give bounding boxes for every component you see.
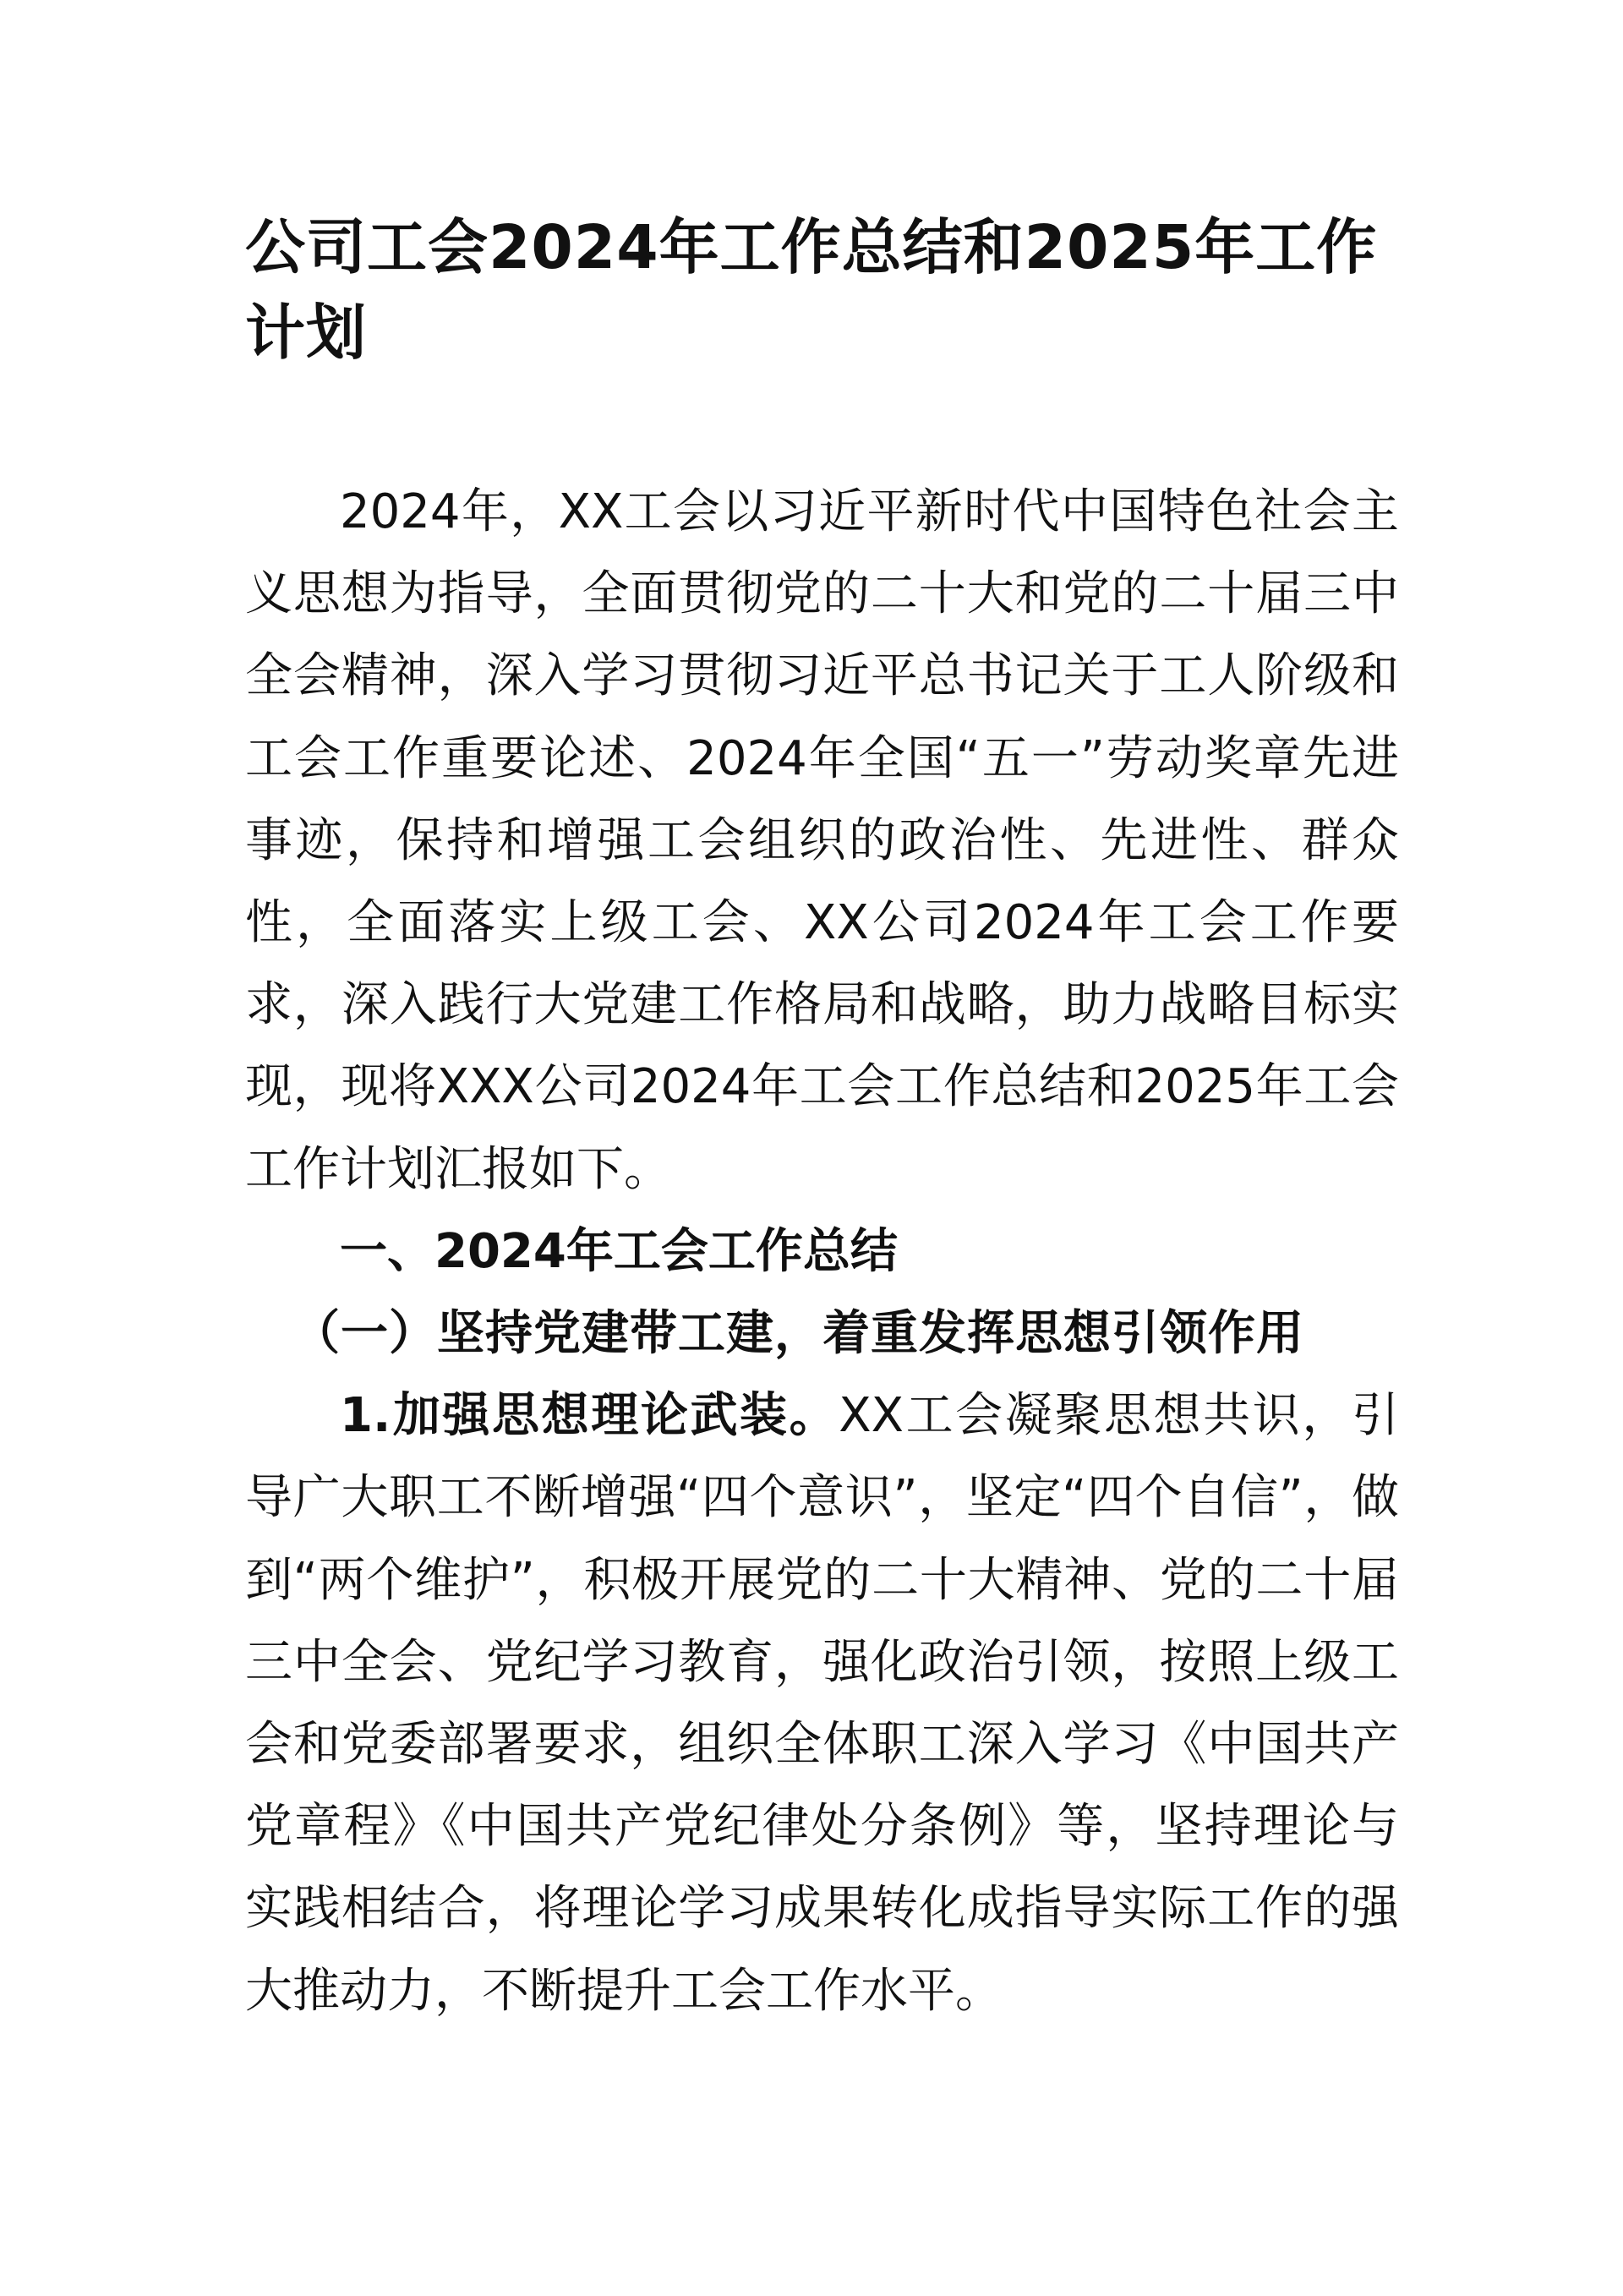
item-paragraph	[245, 1375, 1399, 2032]
document-body	[245, 471, 1399, 2032]
item-text: XX工会凝聚思想共识，引导广大职工不断增强“四个意识”，坚定“四个自信”，做到“两个维护”，积极开展党的二十大精神、党的二十届三中全会、党纪学习教育，强化政治引领，按照上级工会和党委部署要求，组织全体职工深入学习《中国共产党章程》《中国共产党纪律处分条例》等，坚持理论与实践相结合，将理论学习成果转化成指导实际工作的强大推动力，不断提升工会工作水平。	[245, 1388, 1399, 2019]
item-lead: 1.加强思想理论武装。	[340, 1388, 839, 1444]
subsection-heading: （一）坚持党建带工建，着重发挥思想引领作用	[292, 1306, 1304, 1362]
document-title: 公司工会2024年工作总结和2025年工作计划	[245, 212, 1378, 368]
section-heading: 一、2024年工会工作总结	[340, 1223, 898, 1279]
intro-paragraph: 2024年，XX工会以习近平新时代中国特色社会主义思想为指导，全面贯彻党的二十大和党的二十届三中全会精神，深入学习贯彻习近平总书记关于工人阶级和工会工作重要论述、2024年全国“五一”劳动奖章先进事迹，保持和增强工会组织的政治性、先进性、群众性，全面落实上级工会、XX公司2024年工会工作要求，深入践行大党建工作格局和战略，助力战略目标实现，现将XXX公司2024年工会工作总结和2025年工会工作计划汇报如下。	[245, 484, 1399, 1197]
